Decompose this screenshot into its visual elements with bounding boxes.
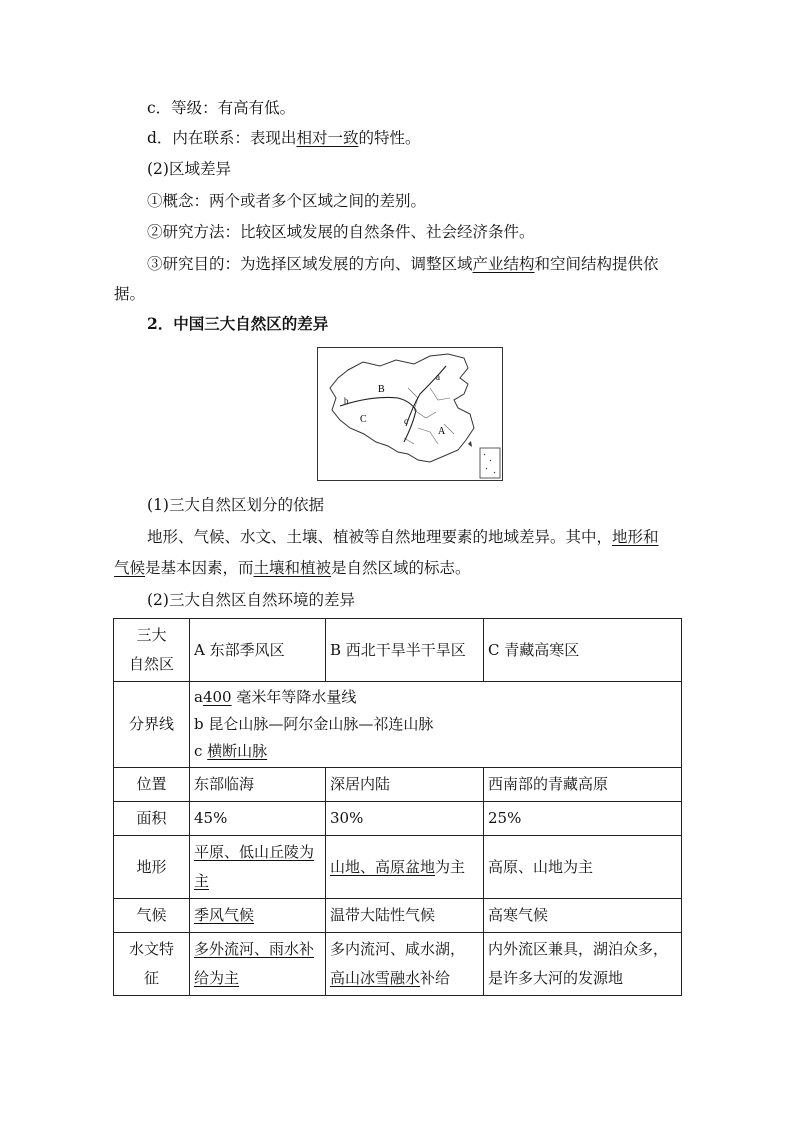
text-line-level: c．等级：有高有低。 bbox=[147, 99, 296, 117]
table-row bbox=[114, 619, 682, 682]
text-line-internal-link: d．内在联系：表现出相对一致的特性。 bbox=[147, 129, 421, 147]
china-outline bbox=[330, 354, 474, 462]
row-label-climate: 气候 bbox=[114, 899, 190, 933]
south-sea-inset bbox=[480, 448, 500, 478]
header-cell-b: B 西北干旱半干旱区 bbox=[326, 619, 484, 682]
table-row bbox=[114, 768, 682, 802]
underlined-term: 气候 bbox=[114, 559, 146, 577]
text-line-method: ②研究方法：比较区域发展的自然条件、社会经济条件。 bbox=[147, 223, 535, 241]
table-row bbox=[114, 933, 682, 996]
boundary-line-a bbox=[406, 366, 446, 426]
underlined-term: 地形和 bbox=[612, 528, 659, 546]
text-line-basis-cont: 气候是基本因素，而土壤和植被是自然区域的标志。 bbox=[114, 559, 471, 577]
header-cell-regions: 三大 自然区 bbox=[114, 619, 190, 682]
text-line-basis: 地形、气候、水文、土壤、植被等自然地理要素的地域差异。其中，地形和 bbox=[147, 528, 659, 546]
table-cell: 高寒气候 bbox=[484, 899, 682, 933]
table-row bbox=[114, 899, 682, 933]
table-cell: 内外流区兼具，湖泊众多， 是许多大河的发源地 bbox=[484, 933, 682, 996]
map-label-a: a bbox=[436, 372, 440, 382]
underlined-term: 产业结构 bbox=[472, 255, 535, 273]
text-line-purpose-cont: 据。 bbox=[114, 285, 146, 303]
table-cell: 高原、山地为主 bbox=[484, 836, 682, 899]
boundary-cell: a400 毫米年等降水量线 b 昆仑山脉—阿尔金山脉—祁连山脉 c 横断山脉 bbox=[190, 682, 682, 768]
row-label-area: 面积 bbox=[114, 802, 190, 836]
table-cell: 45% bbox=[190, 802, 326, 836]
map-label-C: C bbox=[360, 414, 367, 425]
underlined-term: 相对一致 bbox=[296, 129, 359, 147]
heading-environment-difference: (2)三大自然区自然环境的差异 bbox=[147, 591, 355, 609]
table-cell: 30% bbox=[326, 802, 484, 836]
text-line-concept: ①概念：两个或者多个区域之间的差别。 bbox=[147, 192, 427, 210]
header-cell-c: C 青藏高寒区 bbox=[484, 619, 682, 682]
row-label-terrain: 地形 bbox=[114, 836, 190, 899]
underlined-term: 土壤和植被 bbox=[253, 559, 332, 577]
table-cell: 西南部的青藏高原 bbox=[484, 768, 682, 802]
row-label-location: 位置 bbox=[114, 768, 190, 802]
map-label-A: A bbox=[438, 426, 446, 437]
header-cell-a: A 东部季风区 bbox=[190, 619, 326, 682]
inset-dots bbox=[484, 454, 495, 473]
table-cell: 25% bbox=[484, 802, 682, 836]
table-row bbox=[114, 836, 682, 899]
china-regions-map bbox=[317, 347, 503, 481]
section-heading-three-regions: 2．中国三大自然区的差异 bbox=[147, 314, 329, 333]
row-label-boundary: 分界线 bbox=[114, 682, 190, 768]
table-cell: 平原、低山丘陵为 主 bbox=[190, 836, 326, 899]
map-graphic bbox=[318, 348, 502, 480]
taiwan-island bbox=[468, 441, 472, 447]
table-cell: 山地、高原盆地为主 bbox=[326, 836, 484, 899]
province-lines bbox=[404, 388, 454, 444]
row-label-hydrology: 水文特 征 bbox=[114, 933, 190, 996]
map-label-b: b bbox=[344, 396, 349, 406]
table-cell: 温带大陆性气候 bbox=[326, 899, 484, 933]
heading-division-basis: (1)三大自然区划分的依据 bbox=[147, 496, 324, 514]
table-cell: 季风气候 bbox=[190, 899, 326, 933]
table-row bbox=[114, 802, 682, 836]
table-cell: 多内流河、咸水湖， 高山冰雪融水补给 bbox=[326, 933, 484, 996]
table-cell: 东部临海 bbox=[190, 768, 326, 802]
heading-regional-difference: (2)区域差异 bbox=[147, 160, 231, 178]
table-row bbox=[114, 682, 682, 768]
regions-comparison-table bbox=[113, 618, 682, 996]
map-label-c: c bbox=[404, 416, 408, 426]
text-line-purpose: ③研究目的：为选择区域发展的方向、调整区域产业结构和空间结构提供依 bbox=[147, 255, 659, 273]
map-label-B: B bbox=[378, 384, 385, 395]
table-cell: 多外流河、雨水补 给为主 bbox=[190, 933, 326, 996]
table-cell: 深居内陆 bbox=[326, 768, 484, 802]
boundary-line-b bbox=[340, 397, 416, 410]
